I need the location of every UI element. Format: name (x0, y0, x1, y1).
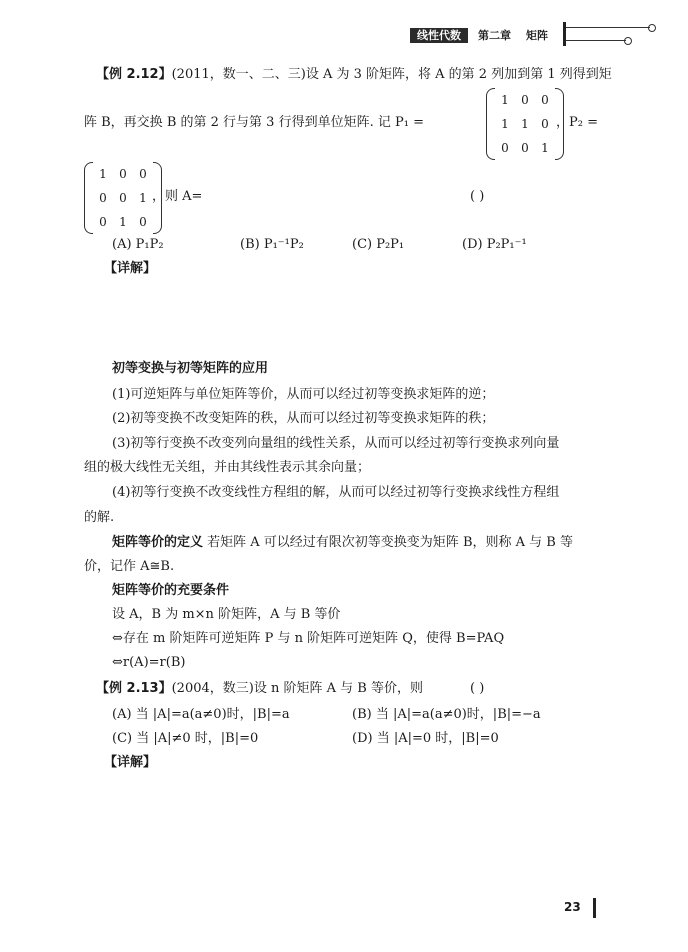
section-item: (2)初等变换不改变矩阵的秩，从而可以经过初等变换求矩阵的秩； (112, 411, 495, 426)
option-b: (B) P₁⁻¹P₂ (240, 237, 304, 252)
header-subject: 线性代数 (410, 28, 468, 43)
p2-label: ，P₂ = (556, 115, 598, 130)
solution-tag: 【详解】 (104, 755, 157, 770)
header-chapter-title: 矩阵 (526, 29, 548, 42)
matrix-cell: 0 (521, 141, 529, 155)
matrix-cell: 0 (119, 167, 127, 181)
section-item: (1)可逆矩阵与单位矩阵等价，从而可以经过初等变换求矩阵的逆； (112, 387, 495, 402)
example-2-12-line1 (96, 66, 612, 84)
matrix-cell: 1 (541, 141, 549, 155)
answer-blank: ( ) (470, 189, 485, 204)
option-d: (D) P₂P₁⁻¹ (462, 237, 527, 252)
matrix-cell: 0 (139, 167, 147, 181)
example-text: (2011，数一、二、三)设 A 为 3 阶矩阵，将 A 的第 2 列加到第 1 列得到矩 (171, 67, 612, 82)
section-title: 初等变换与初等矩阵的应用 (112, 361, 269, 376)
option-a: (A) 当 |A|=a(a≠0)时，|B|=a (112, 707, 290, 722)
matrix-cell: 0 (521, 93, 529, 107)
option-a: (A) P₁P₂ (112, 237, 164, 252)
matrix-cell: 1 (501, 93, 509, 107)
header-decor-line (566, 27, 650, 28)
matrix-cell: 0 (99, 191, 107, 205)
matrix-cell: 0 (99, 215, 107, 229)
matrix-cell: 1 (99, 167, 107, 181)
section-item: (4)初等行变换不改变线性方程组的解，从而可以经过初等行变换求线性方程组 (112, 485, 560, 500)
option-b: (B) 当 |A|=a(a≠0)时，|B|=−a (352, 707, 541, 722)
matrix-cell: 0 (139, 215, 147, 229)
matrix-left-paren (84, 162, 93, 234)
option-d: (D) 当 |A|=0 时，|B|=0 (352, 731, 499, 746)
matrix-cell: 1 (521, 117, 529, 131)
equiv-definition-line2: 价，记作 A≅B. (84, 559, 175, 574)
equiv-condition: ⇔r(A)=r(B) (112, 655, 186, 670)
equiv-definition-text: 若矩阵 A 可以经过有限次初等变换变为矩阵 B，则称 A 与 B 等 (207, 535, 573, 550)
matrix-cell: 0 (119, 191, 127, 205)
matrix-cell: 0 (541, 117, 549, 131)
section-item: 组的极大线性无关组，并由其线性表示其余向量； (84, 460, 371, 475)
matrix-cell: 1 (501, 117, 509, 131)
section-item: 的解. (84, 510, 115, 525)
matrix-cell: 1 (139, 191, 147, 205)
example-tag: 【例 2.13】 (96, 681, 172, 696)
equiv-condition-title: 矩阵等价的充要条件 (112, 583, 230, 598)
matrix-left-paren (486, 88, 495, 160)
matrix-p2-grid (93, 162, 153, 234)
matrix-p1-grid (495, 88, 555, 160)
example-2-13-line1 (96, 680, 423, 698)
page-number: 23 (564, 900, 581, 914)
example-tag: 【例 2.12】 (96, 67, 172, 82)
equiv-definition-label: 矩阵等价的定义 (112, 535, 204, 550)
matrix-cell: 1 (119, 215, 127, 229)
header-chapter: 第二章 (478, 29, 511, 42)
header-bar (563, 22, 566, 46)
matrix-cell: 0 (541, 93, 549, 107)
section-item: (3)初等行变换不改变列向量组的线性关系，从而可以经过初等行变换求列向量 (112, 436, 560, 451)
matrix-cell: 0 (501, 141, 509, 155)
header-decor-circle (624, 37, 632, 45)
equiv-condition: 设 A，B 为 m×n 阶矩阵，A 与 B 等价 (112, 607, 341, 622)
option-c: (C) P₂P₁ (352, 237, 405, 252)
option-c: (C) 当 |A|≠0 时，|B|=0 (112, 731, 259, 746)
example-text: (2004，数三)设 n 阶矩阵 A 与 B 等价，则 (171, 681, 423, 696)
equiv-condition: ⇔存在 m 阶矩阵可逆矩阵 P 与 n 阶矩阵可逆矩阵 Q，使得 B=PAQ (112, 631, 505, 646)
solution-tag: 【详解】 (104, 261, 157, 276)
matrix-p1 (486, 88, 564, 160)
header-decor-circle (648, 24, 656, 32)
equiv-definition-line1 (112, 534, 573, 552)
answer-blank: ( ) (470, 681, 485, 696)
then-a-label: ，则 A= (152, 189, 203, 204)
page-number-bar (593, 898, 596, 918)
matrix-p2 (84, 162, 162, 234)
example-2-12-line2: 阵 B，再交换 B 的第 2 行与第 3 行得到单位矩阵. 记 P₁ = (84, 115, 424, 130)
header-decor-line (566, 40, 626, 41)
